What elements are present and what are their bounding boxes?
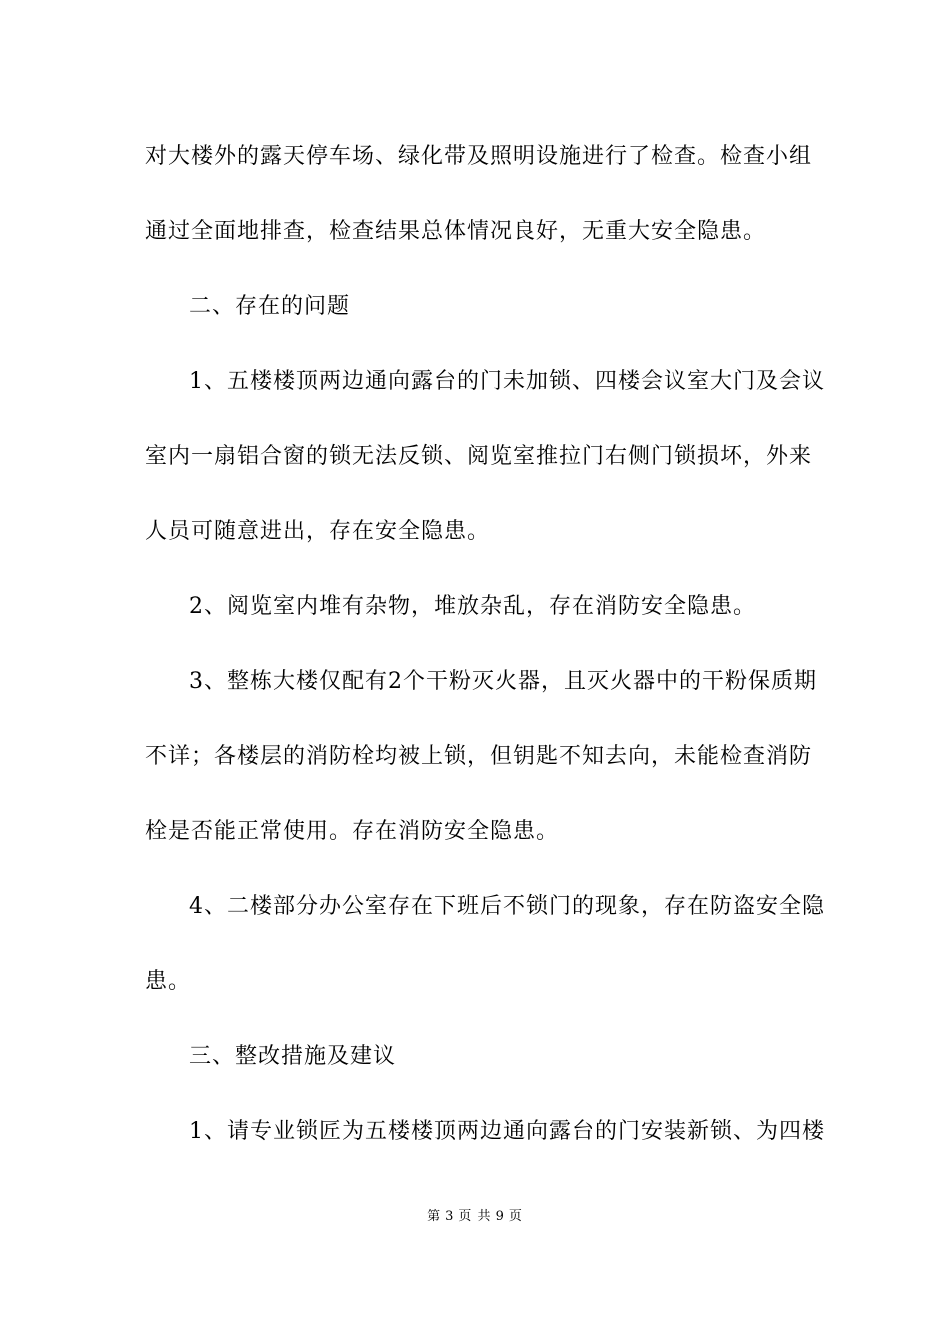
problem-3-line-3: 栓是否能正常使用。存在消防安全隐患。: [145, 819, 560, 844]
problem-3-line-2: 不详；各楼层的消防栓均被上锁，但钥匙不知去向，未能检查消防: [145, 744, 813, 769]
body-line-1: 对大楼外的露天停车场、绿化带及照明设施进行了检查。检查小组: [145, 144, 813, 169]
footer-prefix: 第: [427, 1209, 442, 1224]
footer-suffix: 页: [508, 1209, 523, 1224]
problem-4-line-1: 4、二楼部分办公室存在下班后不锁门的现象，存在防盗安全隐: [189, 894, 825, 919]
section-heading-problems: 二、存在的问题: [189, 294, 351, 319]
problem-2-line-1: 2、阅览室内堆有杂物，堆放杂乱，存在消防安全隐患。: [189, 594, 756, 619]
problem-1-line-1: 1、五楼楼顶两边通向露台的门未加锁、四楼会议室大门及会议: [189, 369, 825, 394]
measure-1-line-1: 1、请专业锁匠为五楼楼顶两边通向露台的门安装新锁、为四楼: [189, 1119, 825, 1144]
problem-1-line-3: 人员可随意进出，存在安全隐患。: [145, 519, 491, 544]
problem-3-line-1: 3、整栋大楼仅配有2个干粉灭火器，且灭火器中的干粉保质期: [189, 669, 817, 694]
body-line-2: 通过全面地排查，检查结果总体情况良好，无重大安全隐患。: [145, 219, 767, 244]
footer-mid: 页 共: [458, 1209, 492, 1224]
footer-total-pages: 9: [495, 1209, 505, 1224]
section-heading-measures: 三、整改措施及建议: [189, 1044, 397, 1069]
footer-current-page: 3: [445, 1209, 455, 1224]
problem-4-line-2: 患。: [145, 969, 192, 994]
page-footer: [0, 1208, 950, 1226]
problem-1-line-2: 室内一扇铝合窗的锁无法反锁、阅览室推拉门右侧门锁损坏，外来: [145, 444, 813, 469]
